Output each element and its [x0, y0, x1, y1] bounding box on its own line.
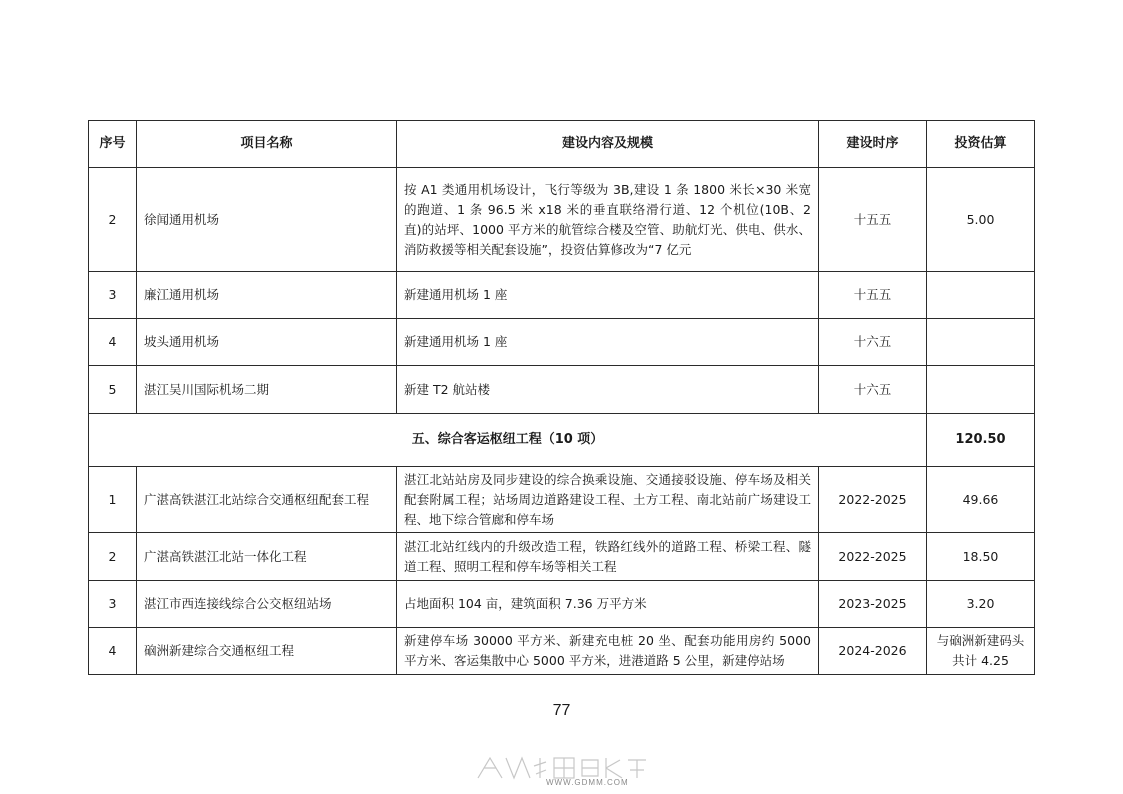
row-cost: 3.20 [927, 581, 1035, 628]
row-seq: 2 [89, 533, 137, 581]
row-content: 新建通用机场 1 座 [397, 319, 819, 366]
page-number: 77 [552, 702, 571, 719]
table-row [89, 533, 1035, 581]
row-content: 新建 T2 航站楼 [397, 366, 819, 414]
row-time: 十五五 [819, 272, 927, 319]
row-content: 新建停车场 30000 平方米、新建充电桩 20 坐、配套功能用房约 5000 平方米、客运集散中心 5000 平方米，进港道路 5 公里，新建停站场 [397, 628, 819, 675]
row-seq: 4 [89, 319, 137, 366]
row-time: 2024-2026 [819, 628, 927, 675]
row-cost: 5.00 [927, 168, 1035, 272]
row-cost: 与硇洲新建码头共计 4.25 [927, 628, 1035, 675]
row-name: 徐闻通用机场 [137, 168, 397, 272]
row-cost [927, 272, 1035, 319]
row-time: 2022-2025 [819, 533, 927, 581]
row-content: 湛江北站站房及同步建设的综合换乘设施、交通接驳设施、停车场及相关配套附属工程；站场周边道路建设工程、土方工程、南北站前广场建设工程、地下综合管廊和停车场 [397, 467, 819, 533]
table-row [89, 319, 1035, 366]
table-row [89, 272, 1035, 319]
table-row [89, 581, 1035, 628]
table-row [89, 467, 1035, 533]
header-time: 建设时序 [819, 121, 927, 168]
table-row [89, 628, 1035, 675]
row-content: 湛江北站红线内的升级改造工程，铁路红线外的道路工程、桥梁工程、隧道工程、照明工程和停车场等相关工程 [397, 533, 819, 581]
row-content: 新建通用机场 1 座 [397, 272, 819, 319]
row-content: 按 A1 类通用机场设计，飞行等级为 3B,建设 1 条 1800 米长×30 米宽的跑道、1 条 96.5 米 x18 米的垂直联络滑行道、12 个机位(10B、2 直)的站坪、1000 平方米的航管综合楼及空管、助航灯光、供电、供水、消防救援等相关配套设施”，投资估算修改为“7 亿元 [397, 168, 819, 272]
section-title: 五、综合客运枢纽工程（10 项） [89, 414, 927, 467]
row-name: 廉江通用机场 [137, 272, 397, 319]
row-name: 坡头通用机场 [137, 319, 397, 366]
row-time: 2022-2025 [819, 467, 927, 533]
row-cost: 18.50 [927, 533, 1035, 581]
row-name: 广湛高铁湛江北站一体化工程 [137, 533, 397, 581]
row-seq: 1 [89, 467, 137, 533]
row-seq: 4 [89, 628, 137, 675]
row-seq: 2 [89, 168, 137, 272]
row-seq: 5 [89, 366, 137, 414]
header-content: 建设内容及规模 [397, 121, 819, 168]
header-cost: 投资估算 [927, 121, 1035, 168]
row-seq: 3 [89, 581, 137, 628]
table-header-row [89, 121, 1035, 168]
project-table [88, 120, 1035, 675]
row-cost [927, 319, 1035, 366]
row-time: 十六五 [819, 366, 927, 414]
section-total: 120.50 [927, 414, 1035, 467]
row-seq: 3 [89, 272, 137, 319]
header-name: 项目名称 [137, 121, 397, 168]
watermark-site-text: WWW.GDMM.COM [546, 778, 629, 787]
row-name: 硇洲新建综合交通枢纽工程 [137, 628, 397, 675]
table-row [89, 366, 1035, 414]
header-seq: 序号 [89, 121, 137, 168]
row-name: 广湛高铁湛江北站综合交通枢纽配套工程 [137, 467, 397, 533]
section-row [89, 414, 1035, 467]
row-time: 十五五 [819, 168, 927, 272]
row-name: 湛江市西连接线综合公交枢纽站场 [137, 581, 397, 628]
row-time: 2023-2025 [819, 581, 927, 628]
table-row [89, 168, 1035, 272]
row-cost: 49.66 [927, 467, 1035, 533]
row-time: 十六五 [819, 319, 927, 366]
row-content: 占地面积 104 亩，建筑面积 7.36 万平方米 [397, 581, 819, 628]
row-name: 湛江吴川国际机场二期 [137, 366, 397, 414]
row-cost [927, 366, 1035, 414]
